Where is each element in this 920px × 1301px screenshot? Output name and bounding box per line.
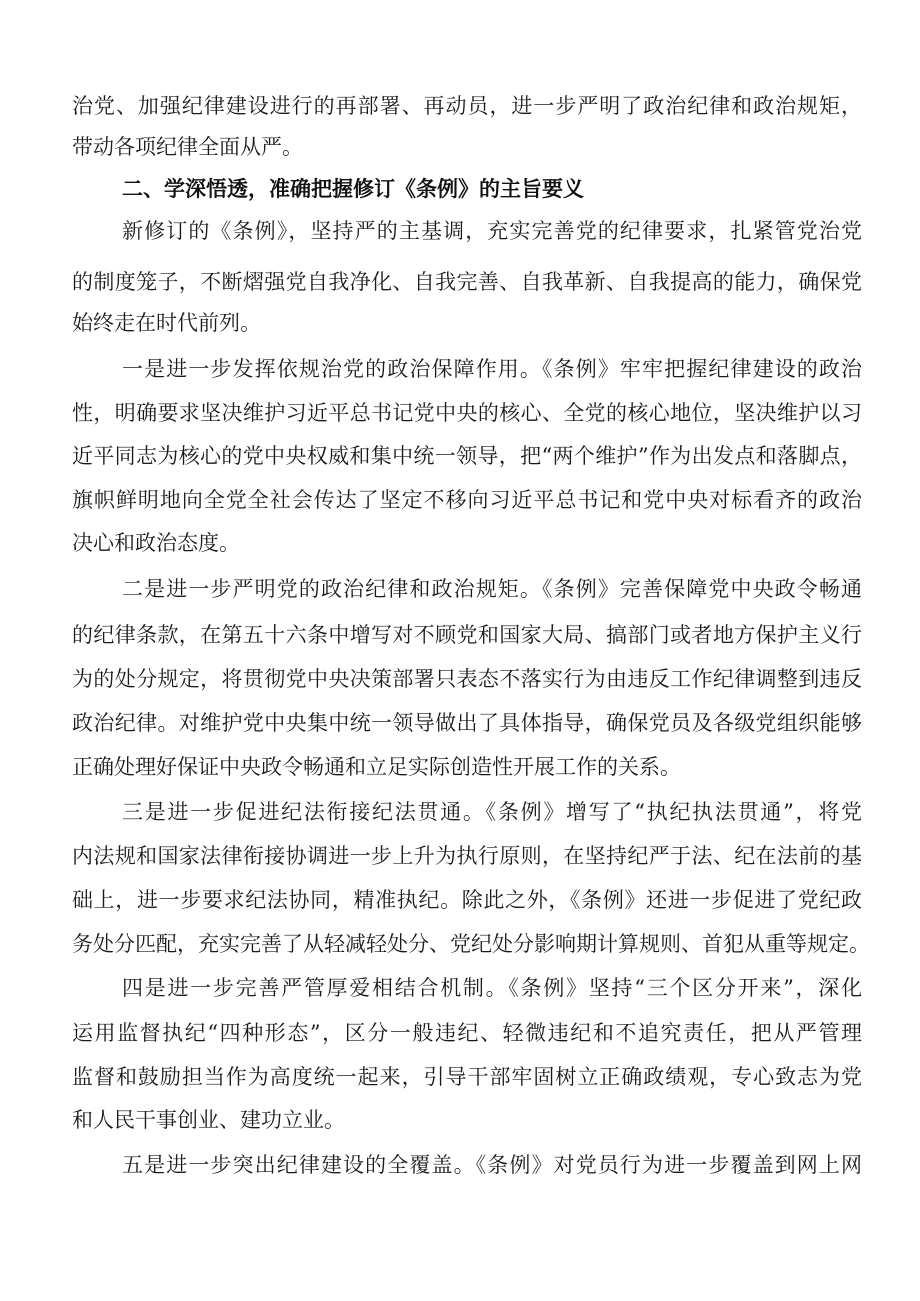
paragraph-2-line-1: 一是进一步发挥依规治党的政治保障作用。《条例》牢牢把握纪律建设的政治: [122, 357, 862, 381]
intro-line-1: 治党、加强纪律建设进行的再部署、再动员，进一步严明了政治纪律和政治规矩，: [72, 94, 862, 118]
paragraph-2-line-3: 近平同志为核心的党中央权威和集中统一领导，把“两个维护”作为出发点和落脚点，: [72, 444, 862, 468]
paragraph-3-line-5: 正确处理好保证中央政令畅通和立足实际创造性开展工作的关系。: [72, 755, 681, 779]
paragraph-5-line-1: 四是进一步完善严管厚爱相结合机制。《条例》坚持“三个区分开来”，深化: [122, 976, 862, 1000]
paragraph-4-line-3: 础上，进一步要求纪法协同，精准执纪。除此之外，《条例》还进一步促进了党纪政: [72, 888, 862, 912]
paragraph-2-line-4: 旗帜鲜明地向全党全社会传达了坚定不移向习近平总书记和党中央对标看齐的政治: [72, 488, 862, 512]
paragraph-3-line-3: 为的处分规定，将贯彻党中央决策部署只表态不落实行为由违反工作纪律调整到违反: [72, 667, 862, 691]
paragraph-4-line-1: 三是进一步促进纪法衔接纪法贯通。《条例》增写了“执纪执法贯通”，将党: [122, 800, 862, 824]
paragraph-5-line-4: 和人民干事创业、建功立业。: [72, 1108, 345, 1132]
paragraph-4-line-4: 务处分匹配，充实完善了从轻减轻处分、党纪处分影响期计算规则、首犯从重等规定。: [72, 932, 870, 956]
paragraph-1-line-3: 始终走在时代前列。: [72, 311, 261, 335]
paragraph-3-line-1: 二是进一步严明党的政治纪律和政治规矩。《条例》完善保障党中央政令畅通: [122, 577, 862, 601]
paragraph-6-line-1: 五是进一步突出纪律建设的全覆盖。《条例》对党员行为进一步覆盖到网上网: [122, 1153, 862, 1177]
section-heading: 二、学深悟透，准确把握修订《条例》的主旨要义: [122, 177, 584, 201]
intro-line-2: 带动各项纪律全面从严。: [72, 135, 303, 159]
paragraph-1-line-1: 新修订的《条例》，坚持严的主基调，充实完善党的纪律要求，扎紧管党治党: [122, 219, 862, 243]
paragraph-2-line-5: 决心和政治态度。: [72, 531, 240, 555]
paragraph-3-line-4: 政治纪律。对维护党中央集中统一领导做出了具体指导，确保党员及各级党组织能够: [72, 711, 862, 735]
paragraph-5-line-3: 监督和鼓励担当作为高度统一起来，引导干部牢固树立正确政绩观，专心致志为党: [72, 1065, 862, 1089]
paragraph-3-line-2: 的纪律条款，在第五十六条中增写对不顾党和国家大局、搞部门或者地方保护主义行: [72, 623, 862, 647]
paragraph-1-line-2: 的制度笼子，不断熠强党自我净化、自我完善、自我革新、自我提高的能力，确保党: [72, 270, 862, 294]
paragraph-5-line-2: 运用监督执纪“四种形态”，区分一般违纪、轻微违纪和不追究责任，把从严管理: [72, 1021, 862, 1045]
paragraph-2-line-2: 性，明确要求坚决维护习近平总书记党中央的核心、全党的核心地位，坚决维护以习: [72, 401, 862, 425]
paragraph-4-line-2: 内法规和国家法律衔接协调进一步上升为执行原则，在坚持纪严于法、纪在法前的基: [72, 844, 862, 868]
